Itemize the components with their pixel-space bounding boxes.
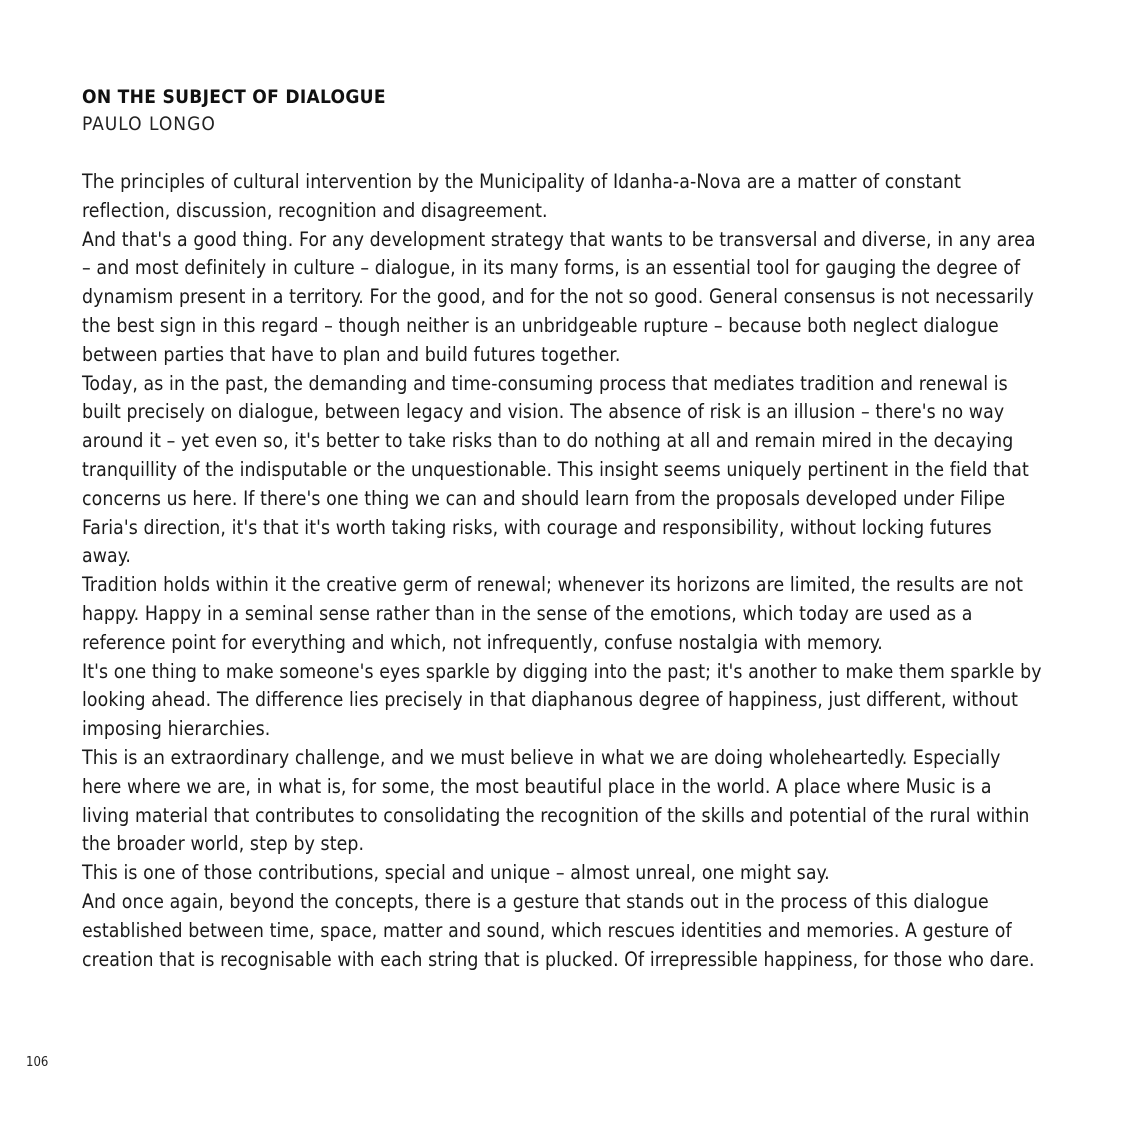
- paragraph: Tradition holds within it the creative germ of renewal; whenever its horizons are limited, the results are not happy. Happy in a seminal sense rather than in the sense of the emotions, which today are used as a reference point for everything and which, not infrequently, confuse nostalgia with memory.: [82, 573, 1023, 654]
- paragraph: Today, as in the past, the demanding and time-consuming process that mediates tradition and renewal is built precisely on dialogue, between legacy and vision. The absence of risk is an illusion – there's no way around it – yet even so, it's better to take risks than to do nothing at all and remain mired in the decaying tranquillity of the indisputable or the unquestionable. This insight seems uniquely pertinent in the field that concerns us here. If there's one thing we can and should learn from the proposals developed under Filipe Faria's direction, it's that it's worth taking risks, with courage and responsibility, without locking futures away.: [82, 371, 1029, 568]
- paragraph: This is an extraordinary challenge, and we must believe in what we are doing wholeheartedly. Especially here where we are, in what is, for some, the most beautiful place in the world. A place where Music is a living material that contributes to consolidating the recognition of the skills and potential of the rural within the broader world, step by step.: [82, 745, 1030, 856]
- paragraph: This is one of those contributions, special and unique – almost unreal, one might say.: [82, 861, 830, 885]
- paragraph: And once again, beyond the concepts, there is a gesture that stands out in the process of this dialogue established between time, space, matter and sound, which rescues identities and memories. A gesture of creation that is recognisable with each string that is plucked. Of irrepressible happiness, for those who dare.: [82, 889, 1035, 971]
- article-author: PAULO LONGO: [82, 113, 216, 135]
- article-body: [82, 168, 1042, 974]
- article: [82, 84, 1042, 974]
- paragraph: It's one thing to make someone's eyes sparkle by digging into the past; it's another to make them sparkle by looking ahead. The difference lies precisely in that diaphanous degree of happiness, just different, without imposing hierarchies.: [82, 659, 1042, 741]
- paragraph: And that's a good thing. For any development strategy that wants to be transversal and diverse, in any area – and most definitely in culture – dialogue, in its many forms, is an essential tool for gauging the degree of dynamism present in a territory. For the good, and for the not so good. General consensus is not necessarily the best sign in this regard – though neither is an unbridgeable rupture – because both neglect dialogue between parties that have to plan and build futures together.: [82, 227, 1036, 366]
- paragraph: The principles of cultural intervention by the Municipality of Idanha-a-Nova are a matter of constant reflection, discussion, recognition and disagreement.: [82, 170, 961, 222]
- page-number: 106: [26, 1055, 49, 1070]
- article-title: ON THE SUBJECT OF DIALOGUE: [82, 86, 386, 108]
